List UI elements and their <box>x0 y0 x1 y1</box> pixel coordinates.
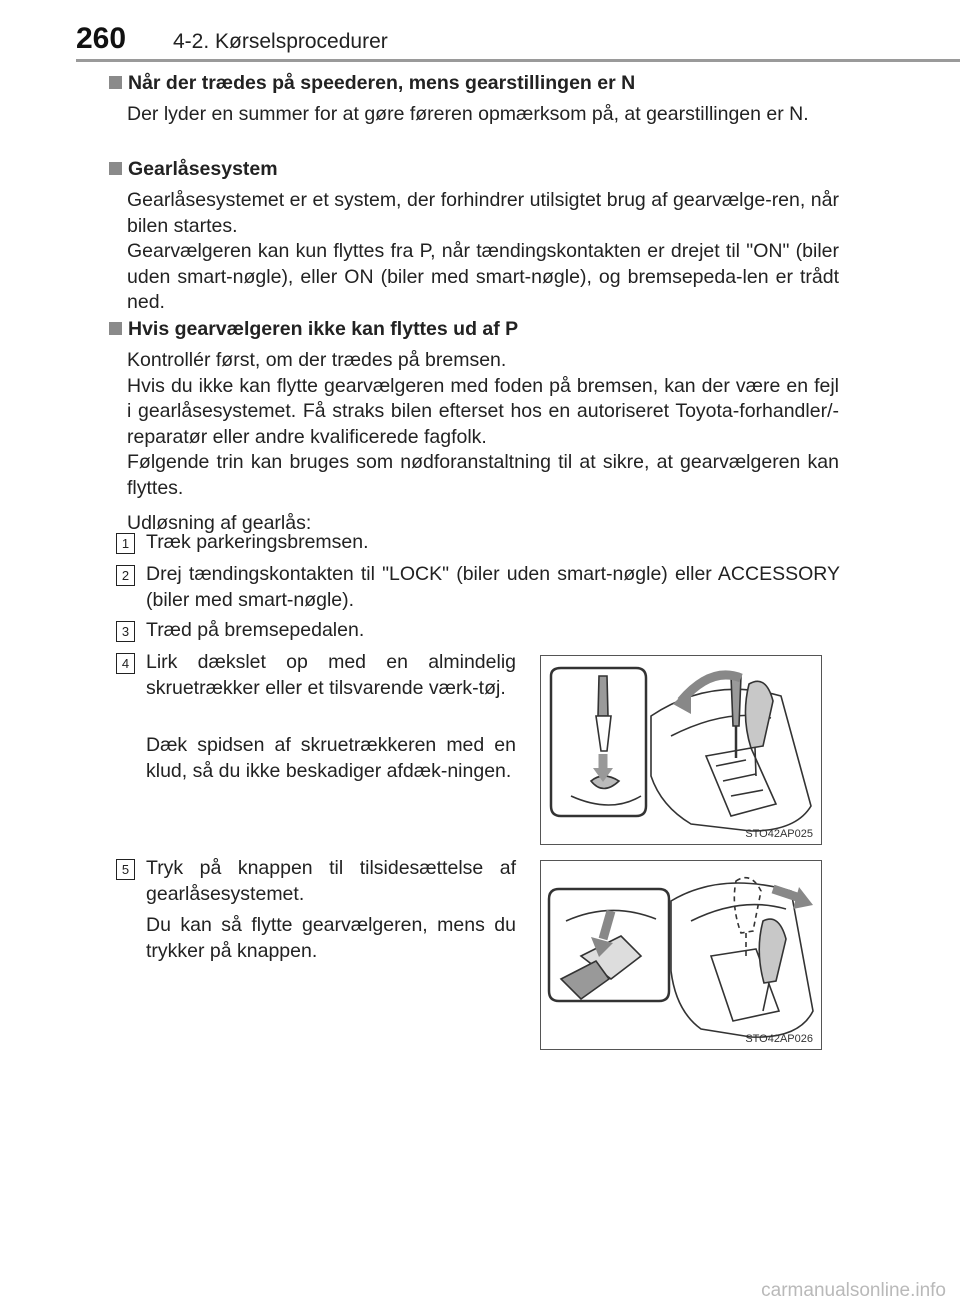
paragraph: Der lyder en summer for at gøre føreren opmærksom på, at gearstillingen er N. <box>127 103 809 125</box>
bullet-square-icon <box>109 162 122 175</box>
paragraph: Gearvælgeren kan kun flyttes fra P, når tændingskontakten er drejet til "ON" (biler uden smart-nøgle), eller ON (biler med smart-nøgle), og bremsepeda-len er trådt ned. <box>127 240 839 313</box>
step-text: Træk parkeringsbremsen. <box>146 531 369 553</box>
step-text: Lirk dækslet op med en almindelig skruetrækker eller et tilsvarende værk-tøj. <box>146 651 516 699</box>
step-text: Drej tændingskontakten til "LOCK" (biler uden smart-nøgle) eller ACCESSORY (biler med smart-nøgle). <box>146 563 840 611</box>
paragraph: Følgende trin kan bruges som nødforanstaltning til at sikre, at gearvælgeren kan flyttes. <box>127 451 839 499</box>
shift-lock-cover-illustration <box>541 656 821 844</box>
shift-lock-override-illustration <box>541 861 821 1049</box>
section-heading: Hvis gearvælgeren ikke kan flyttes ud af P <box>109 316 839 342</box>
paragraph: Kontrollér først, om der trædes på bremsen. <box>127 349 507 371</box>
step-text: Træd på bremsepedalen. <box>146 619 365 641</box>
header-rule <box>76 59 960 62</box>
section-title: 4-2. Kørselsprocedurer <box>173 30 388 53</box>
section-shift-lock <box>109 156 839 316</box>
step-note: Dæk spidsen af skruetrækkeren med en klud, så du ikke beskadiger afdæk-ningen. <box>146 734 516 782</box>
step-number: 4 <box>116 653 135 674</box>
paragraph: Udløsning af gearlås: <box>127 512 312 534</box>
section-cannot-shift <box>109 316 839 537</box>
page-number: 260 <box>76 22 127 55</box>
bullet-square-icon <box>109 76 122 89</box>
step-note: Du kan så flytte gearvælgeren, mens du trykker på knappen. <box>146 914 516 962</box>
bullet-square-icon <box>109 322 122 335</box>
step-text: Tryk på knappen til tilsidesættelse af gearlåsesystemet. <box>146 857 516 905</box>
section-heading: Når der trædes på speederen, mens gearstillingen er N <box>109 70 839 96</box>
paragraph: Hvis du ikke kan flytte gearvælgeren med foden på bremsen, kan der være en fejl i gearlåsesystemet. Få straks bilen efterset hos en autoriseret Toyota-forhandler/-reparatør eller andre kvalificerede fagfolk. <box>127 374 839 448</box>
section-heading: Gearlåsesystem <box>109 156 839 182</box>
step-number: 1 <box>116 533 135 554</box>
step-number: 3 <box>116 621 135 642</box>
figure-screwdriver-cover <box>540 655 822 845</box>
step-number: 2 <box>116 565 135 586</box>
step-number: 5 <box>116 859 135 880</box>
watermark: carmanualsonline.info <box>761 1280 946 1301</box>
section-accelerator-n <box>109 70 839 128</box>
figure-label: STO42AP025 <box>745 828 813 840</box>
figure-label: STO42AP026 <box>745 1033 813 1045</box>
figure-override-button <box>540 860 822 1050</box>
page-header <box>0 0 960 62</box>
paragraph: Gearlåsesystemet er et system, der forhindrer utilsigtet brug af gearvælge-ren, når bilen startes. <box>127 189 839 237</box>
